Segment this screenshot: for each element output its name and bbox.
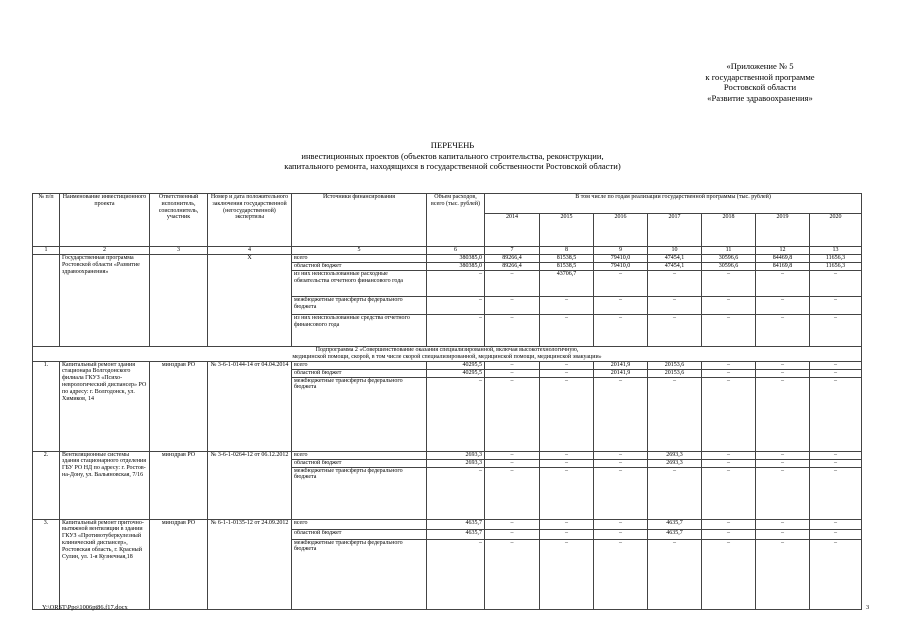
funding-value: – (756, 377, 810, 451)
funding-value: – (648, 377, 702, 451)
funding-value: – (594, 377, 648, 451)
funding-value: – (810, 539, 862, 609)
funding-value: 2693,3 (648, 459, 702, 467)
appendix-line: «Приложение № 5 (726, 61, 794, 71)
funding-value: – (594, 539, 648, 609)
funding-value: – (485, 529, 540, 539)
appendix-line: «Развитие здравоохранения» (707, 92, 813, 103)
funding-value: – (485, 271, 540, 297)
header-year: 2017 (648, 214, 702, 247)
row-number: 2. (33, 451, 60, 519)
funding-value: – (540, 297, 594, 315)
funding-value: 2693,3 (427, 459, 485, 467)
funding-value: – (702, 369, 756, 377)
funding-value: 2693,3 (648, 451, 702, 459)
funding-source: областной бюджет (292, 529, 427, 539)
funding-value: 81538,5 (540, 255, 594, 263)
funding-value: 47454,1 (648, 263, 702, 271)
funding-value: – (702, 519, 756, 529)
funding-value: – (810, 369, 862, 377)
investment-projects-table (32, 193, 862, 610)
funding-value: 380385,0 (427, 263, 485, 271)
col-number: 6 (427, 247, 485, 255)
funding-value: – (540, 361, 594, 369)
project-expertise: № 6-1-1-0135-12 от 24.09.2012 (208, 519, 292, 609)
file-path: Y:\ORST\Ppo\1006pt86.f17.docx (42, 604, 128, 611)
funding-value: – (594, 529, 648, 539)
funding-value: – (427, 539, 485, 609)
funding-value: 79410,0 (594, 263, 648, 271)
project-expertise: № 3-6-1-0264-12 от 06.12.2012 (208, 451, 292, 519)
title-line: ПЕРЕЧЕНЬ (430, 140, 475, 150)
funding-value: 30596,6 (702, 263, 756, 271)
col-number: 8 (540, 247, 594, 255)
project-executor: минздрав РО (150, 519, 208, 609)
col-number: 10 (648, 247, 702, 255)
funding-value: – (594, 451, 648, 459)
funding-value: – (810, 467, 862, 519)
funding-value: 30596,6 (702, 255, 756, 263)
funding-value: – (594, 271, 648, 297)
table-row (33, 519, 862, 529)
project-name: Капитальный ремонт здания стационара Волгодонского филиала ГКУЗ «Психо-неврологический диспансер» РО по адресу: г. Волгодонск, ул. Химиков, 14 (60, 361, 150, 451)
funding-value: – (485, 451, 540, 459)
col-number: 1 (33, 247, 60, 255)
header-year: 2020 (810, 214, 862, 247)
funding-value: – (540, 529, 594, 539)
funding-value: – (756, 271, 810, 297)
funding-source: всего (292, 451, 427, 459)
funding-value: – (702, 361, 756, 369)
funding-value: – (702, 271, 756, 297)
funding-value: – (485, 315, 540, 347)
project-name: Капитальный ремонт приточно-вытяжной вентиляции в здании ГКУЗ «Противотуберкулезный клинический диспансер», Ростовская область, г. Красный Сулин, ул. 1-я Кузнечная,18 (60, 519, 150, 609)
appendix-line: к государственной программе (705, 71, 815, 82)
funding-value: – (810, 459, 862, 467)
funding-value: 4635,7 (648, 529, 702, 539)
funding-value: – (540, 451, 594, 459)
header-executor: Ответственный исполнитель, соисполнитель, участник (150, 194, 208, 247)
funding-value: – (485, 297, 540, 315)
project-name: Вентиляционные системы здания стационарного отделения ГБУ РО НД по адресу: г. Ростов-на-Дону, ул. Вальяновская, 7/16 (60, 451, 150, 519)
funding-value: – (594, 467, 648, 519)
funding-value: – (594, 297, 648, 315)
header-num: № п/п (33, 194, 60, 247)
funding-value: – (756, 519, 810, 529)
funding-value: – (648, 467, 702, 519)
funding-value: – (540, 467, 594, 519)
funding-value: 380385,0 (427, 255, 485, 263)
funding-value: – (756, 361, 810, 369)
col-number: 5 (292, 247, 427, 255)
funding-value: – (702, 539, 756, 609)
funding-value: – (540, 377, 594, 451)
funding-value: 4635,7 (648, 519, 702, 529)
table-row (33, 255, 862, 263)
funding-value: – (756, 529, 810, 539)
row-number (33, 255, 60, 347)
funding-value: – (756, 369, 810, 377)
funding-value: 89266,4 (485, 263, 540, 271)
funding-value: – (485, 361, 540, 369)
funding-value: 20141,9 (594, 361, 648, 369)
funding-value: – (485, 467, 540, 519)
funding-value: 81538,5 (540, 263, 594, 271)
col-number: 7 (485, 247, 540, 255)
header-year: 2019 (756, 214, 810, 247)
funding-value: 2693,3 (427, 451, 485, 459)
col-number: 9 (594, 247, 648, 255)
funding-value: – (756, 539, 810, 609)
funding-value: 43706,7 (540, 271, 594, 297)
funding-value: – (702, 315, 756, 347)
funding-value: 40295,5 (427, 361, 485, 369)
header-name: Наименование инвестиционного проекта (60, 194, 150, 247)
funding-value: – (810, 271, 862, 297)
funding-value: – (810, 451, 862, 459)
column-numbers-row (33, 247, 862, 255)
funding-value: – (485, 459, 540, 467)
header-years-group: В том числе по годам реализации государственной программы (тыс. рублей) (485, 194, 862, 214)
project-executor: минздрав РО (150, 451, 208, 519)
funding-value: 20153,6 (648, 369, 702, 377)
funding-value: – (810, 529, 862, 539)
funding-value: 20153,6 (648, 361, 702, 369)
col-number: 4 (208, 247, 292, 255)
funding-value: – (427, 271, 485, 297)
page-number: 3 (866, 604, 870, 611)
funding-value: – (648, 315, 702, 347)
funding-value: – (702, 529, 756, 539)
appendix-block (660, 61, 860, 103)
funding-value: – (540, 369, 594, 377)
funding-value: 11656,3 (810, 255, 862, 263)
funding-value: – (485, 369, 540, 377)
header-year: 2018 (702, 214, 756, 247)
document-title (0, 140, 905, 172)
funding-value: – (540, 519, 594, 529)
funding-value: – (427, 377, 485, 451)
funding-value: – (427, 297, 485, 315)
funding-value: – (756, 297, 810, 315)
funding-value: – (594, 315, 648, 347)
funding-value: – (540, 459, 594, 467)
subprogram-row (33, 347, 862, 362)
program-name: Государственная программа Ростовской области «Развитие здравоохранения» (60, 255, 150, 347)
funding-value: – (702, 297, 756, 315)
header-volume: Объем расходов, всего (тыс. рублей) (427, 194, 485, 247)
funding-value: – (540, 539, 594, 609)
table-row (33, 451, 862, 459)
col-number: 13 (810, 247, 862, 255)
funding-value: – (485, 519, 540, 529)
col-number: 11 (702, 247, 756, 255)
funding-value: – (594, 459, 648, 467)
funding-value: – (485, 377, 540, 451)
funding-value: – (756, 467, 810, 519)
funding-source: всего (292, 519, 427, 529)
funding-source: межбюджетные трансферты федерального бюджета (292, 297, 427, 315)
funding-value: – (594, 519, 648, 529)
col-number: 3 (150, 247, 208, 255)
header-year: 2015 (540, 214, 594, 247)
funding-source: из них неиспользованные средства отчетного финансового года (292, 315, 427, 347)
funding-value: – (702, 377, 756, 451)
funding-source: межбюджетные трансферты федерального бюджета (292, 467, 427, 519)
title-line: капитального ремонта, находящихся в государственной собственности Ростовской области) (284, 161, 621, 171)
funding-value: – (540, 315, 594, 347)
funding-value: – (810, 361, 862, 369)
funding-value: 84469,8 (756, 255, 810, 263)
funding-source: областной бюджет (292, 459, 427, 467)
row-number: 3. (33, 519, 60, 609)
program-executor (150, 255, 208, 347)
funding-value: – (648, 297, 702, 315)
funding-value: – (810, 297, 862, 315)
funding-value: – (756, 451, 810, 459)
funding-value: – (810, 377, 862, 451)
funding-value: 84169,8 (756, 263, 810, 271)
funding-source: всего (292, 361, 427, 369)
funding-value: – (810, 519, 862, 529)
funding-value: – (702, 451, 756, 459)
funding-value: – (810, 315, 862, 347)
appendix-line: Ростовской области (723, 82, 797, 92)
funding-value: – (648, 539, 702, 609)
header-expertise: Номер и дата положительного заключения государственной (негосударственной) экспертизы (208, 194, 292, 247)
title-line: инвестиционных проектов (объектов капитального строительства, реконструкции, (301, 150, 604, 161)
header-source: Источники финансирования (292, 194, 427, 247)
funding-value: – (702, 467, 756, 519)
funding-value: – (485, 539, 540, 609)
funding-value: 11656,3 (810, 263, 862, 271)
funding-source: межбюджетные трансферты федерального бюджета (292, 377, 427, 451)
funding-value: 40295,5 (427, 369, 485, 377)
funding-value: – (427, 467, 485, 519)
funding-value: 79410,0 (594, 255, 648, 263)
funding-source: из них неиспользованные расходные обязательства отчетного финансового года (292, 271, 427, 297)
funding-source: межбюджетные трансферты федерального бюджета (292, 539, 427, 609)
table-row (33, 361, 862, 369)
header-year: 2016 (594, 214, 648, 247)
funding-value: – (756, 315, 810, 347)
project-expertise: № 3-6-1-0144-14 от 04.04.2014 (208, 361, 292, 451)
subprogram-title (33, 347, 862, 362)
funding-source: областной бюджет (292, 263, 427, 271)
funding-value: 47454,1 (648, 255, 702, 263)
header-year: 2014 (485, 214, 540, 247)
subprogram-line: медицинской помощи, скорой, в том числе скорой специализированной, медицинской помощи, медицинской эвакуации» (292, 353, 602, 360)
funding-source: областной бюджет (292, 369, 427, 377)
project-executor: минздрав РО (150, 361, 208, 451)
col-number: 2 (60, 247, 150, 255)
funding-value: – (427, 315, 485, 347)
funding-value: 4635,7 (427, 519, 485, 529)
funding-value: 4635,7 (427, 529, 485, 539)
subprogram-line: Подпрограмма 2 «Совершенствование оказания специализированной, включая высокотехнологичную, (315, 347, 579, 353)
funding-value: – (702, 459, 756, 467)
program-expertise: Х (208, 255, 292, 347)
row-number: 1. (33, 361, 60, 451)
col-number: 12 (756, 247, 810, 255)
funding-value: – (756, 459, 810, 467)
funding-value: – (648, 271, 702, 297)
funding-value: 89266,4 (485, 255, 540, 263)
funding-value: 20141,9 (594, 369, 648, 377)
funding-source: всего (292, 255, 427, 263)
